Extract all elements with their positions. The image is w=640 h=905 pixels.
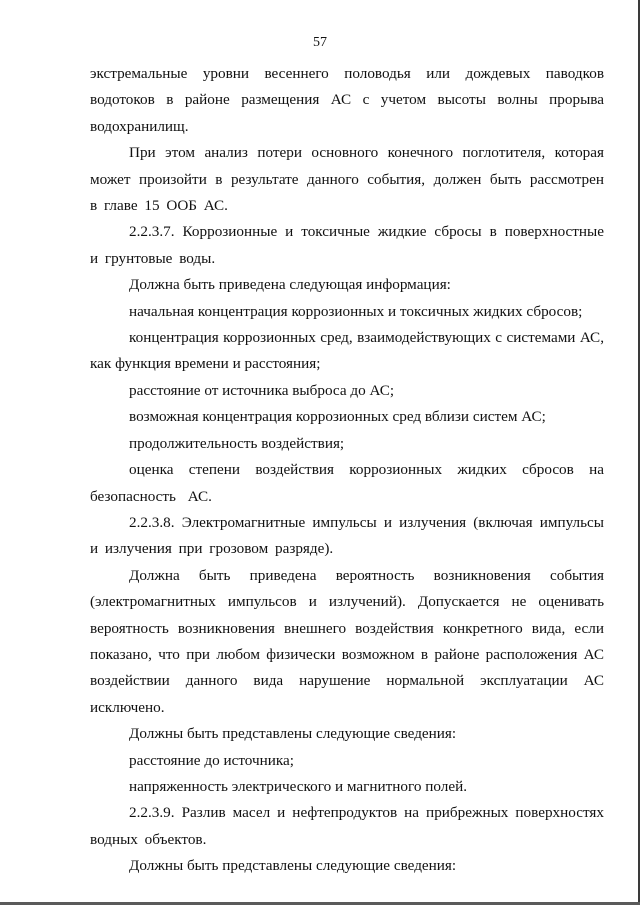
section-heading-2-2-3-9: 2.2.3.9. Разлив масел и нефтепродуктов на прибрежных поверхностях водных объектов. [90,804,604,848]
list-item-impact-assessment: оценка степени воздействия коррозионных жидких сбросов на безопасность АС. [90,461,604,505]
list-item-distance-to-source: расстояние до источника; [129,751,294,769]
list-item-exposure-duration: продолжительность воздействия; [129,434,345,452]
paragraph-info-to-present-2: Должны быть представлены следующие сведения: [129,857,457,875]
list-item-initial-concentration: начальная концентрация коррозионных и токсичных жидких сбросов; [129,302,583,320]
section-heading-2-2-3-8: 2.2.3.8. Электромагнитные импульсы и излучения (включая импульсы и излучения при грозовом разряде). [90,513,604,558]
paragraph-flood-levels: экстремальные уровни весеннего половодья или дождевых паводков водотоков в районе размещения АС с учетом высоты волны прорыва водохранилищ. [90,65,604,135]
paragraph-event-probability: Должна быть приведена вероятность возникновения события (электромагнитных импульсов и излучений). Допускается не оценивать вероятность возникновения внешнего воздействия конкретного вида, если показано, что при любом физически возможном в районе расположения АС воздействии данного вида нарушение нормальной эксплуатации АС исключено. [90,566,604,716]
section-heading-2-2-3-7: 2.2.3.7. Коррозионные и токсичные жидкие сбросы в поверхностные и грунтовые воды. [90,223,604,267]
list-item-source-distance: расстояние от источника выброса до АС; [129,381,395,399]
paragraph-info-to-present: Должны быть представлены следующие сведения: [129,725,457,743]
page-number: 57 [313,35,327,50]
list-item-corrosive-concentration: концентрация коррозионных сред, взаимодействующих с системами АС, как функция времени и расстояния; [90,329,604,373]
list-item-field-strength: напряженность электрического и магнитного полей. [129,777,467,795]
list-item-possible-concentration: возможная концентрация коррозионных сред вблизи систем АС; [129,408,546,426]
paragraph-heat-sink-analysis: При этом анализ потери основного конечного поглотителя, которая может произойти в результате данного события, должен быть рассмотрен в главе 15 ООБ АС. [90,144,604,215]
paragraph-info-required: Должна быть приведена следующая информация: [129,276,451,294]
document-body [90,61,604,880]
